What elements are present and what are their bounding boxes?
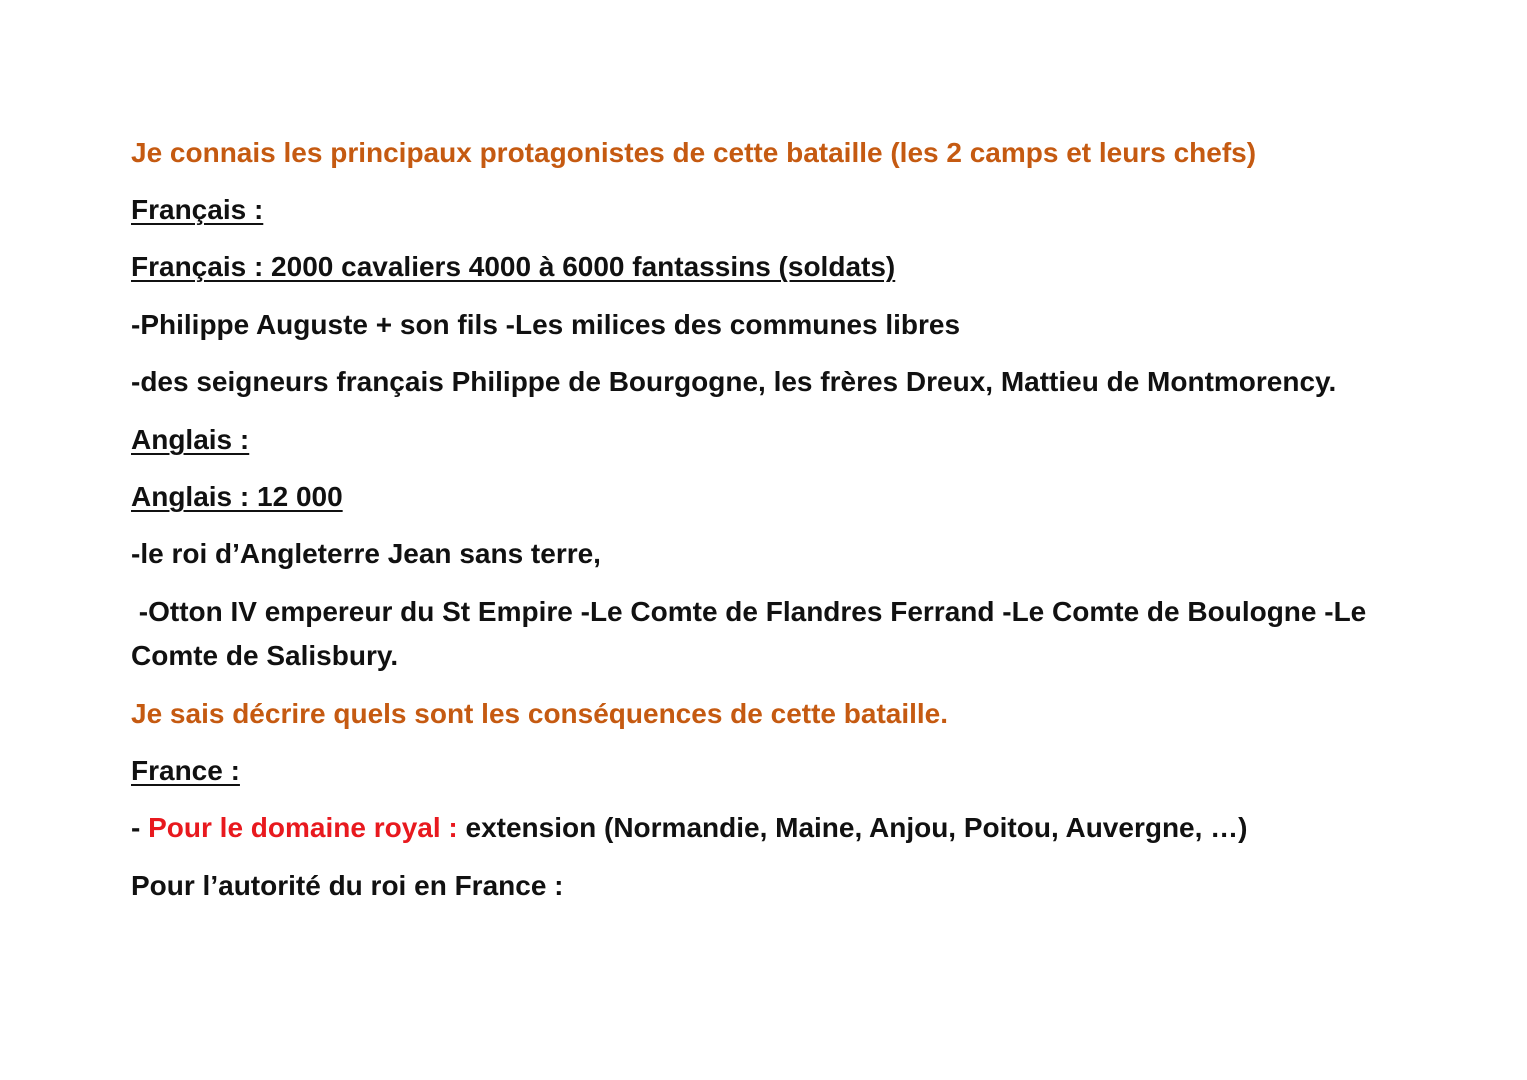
francais-line-2: -des seigneurs français Philippe de Bourgogne, les frères Dreux, Mattieu de Montmorency.	[131, 366, 1337, 397]
domaine-royal-line	[131, 811, 1248, 845]
francais-label: Français :	[131, 194, 264, 225]
francais-line-1: -Philippe Auguste + son fils -Les milices des communes libres	[131, 309, 961, 340]
francais-detail: Français : 2000 cavaliers 4000 à 6000 fantassins (soldats)	[131, 251, 896, 282]
autorite-roi-label: Pour l’autorité du roi en France :	[131, 870, 564, 901]
anglais-line-3: Comte de Salisbury.	[131, 640, 399, 671]
domaine-royal-text: extension (Normandie, Maine, Anjou, Poitou, Auvergne, …)	[465, 812, 1248, 843]
section-heading-consequences: Je sais décrire quels sont les conséquences de cette bataille.	[131, 698, 949, 729]
section-heading-protagonists: Je connais les principaux protagonistes de cette bataille (les 2 camps et leurs chefs)	[131, 137, 1257, 168]
france-label: France :	[131, 755, 240, 786]
anglais-label: Anglais :	[131, 424, 250, 455]
domaine-royal-label: Pour le domaine royal :	[148, 812, 466, 843]
domaine-prefix: -	[131, 812, 149, 843]
anglais-line-1: -le roi d’Angleterre Jean sans terre,	[131, 538, 601, 569]
anglais-detail: Anglais : 12 000	[131, 481, 343, 512]
anglais-line-2: -Otton IV empereur du St Empire -Le Comte de Flandres Ferrand -Le Comte de Boulogne -Le	[131, 596, 1367, 627]
